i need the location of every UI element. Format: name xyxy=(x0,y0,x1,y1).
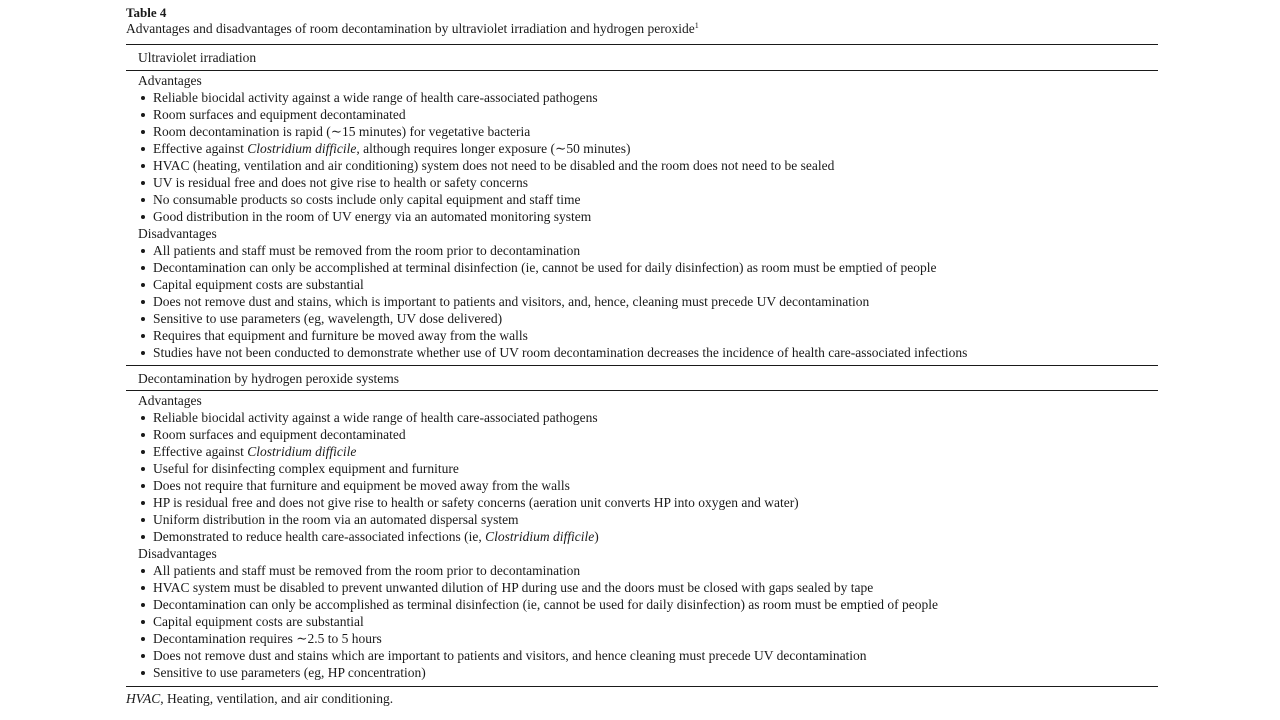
bullet-text-italic: Clostridium difficile xyxy=(485,529,595,544)
bullet-icon xyxy=(141,484,145,488)
advantage-item xyxy=(138,123,530,140)
disadvantage-item xyxy=(138,276,364,293)
section-divider-rule xyxy=(126,365,1158,366)
bullet-icon xyxy=(141,654,145,658)
section-title-uv: Ultraviolet irradiation xyxy=(138,50,257,65)
bullet-icon xyxy=(141,198,145,202)
bullet-icon xyxy=(141,317,145,321)
disadvantage-item xyxy=(138,259,937,276)
bullet-icon xyxy=(141,96,145,100)
bullet-icon xyxy=(141,283,145,287)
advantage-item xyxy=(138,140,630,157)
bottom-rule xyxy=(126,686,1158,687)
advantage-item xyxy=(138,191,581,208)
disadvantage-item xyxy=(138,293,869,310)
disadvantage-item xyxy=(138,664,426,681)
bullet-text: All patients and staff must be removed from the room prior to decontamination xyxy=(153,563,581,578)
bullet-text: HVAC (heating, ventilation and air conditioning) system does not need to be disabled and the room does not need to be sealed xyxy=(153,158,835,173)
bullet-text: Reliable biocidal activity against a wide range of health care-associated pathogens xyxy=(153,90,598,105)
disadvantage-item xyxy=(138,630,382,647)
advantages-heading: Advantages xyxy=(138,73,202,88)
bullet-text: Useful for disinfecting complex equipment and furniture xyxy=(153,461,459,476)
advantage-item xyxy=(138,460,459,477)
bullet-text: Studies have not been conducted to demonstrate whether use of UV room decontamination decreases the incidence of health care-associated infections xyxy=(153,345,968,360)
bullet-text: Room decontamination is rapid (∼15 minutes) for vegetative bacteria xyxy=(153,124,531,139)
bullet-text: Reliable biocidal activity against a wide range of health care-associated pathogens xyxy=(153,410,598,425)
section-rule-hp xyxy=(126,390,1158,391)
disadvantage-item xyxy=(138,242,580,259)
advantage-item xyxy=(138,443,356,460)
advantage-item xyxy=(138,106,406,123)
bullet-icon xyxy=(141,501,145,505)
bullet-text: Sensitive to use parameters (eg, HP concentration) xyxy=(153,665,426,680)
disadvantage-item xyxy=(138,344,967,361)
bullet-text: Does not require that furniture and equipment be moved away from the walls xyxy=(153,478,570,493)
bullet-icon xyxy=(141,637,145,641)
bullet-text: HP is residual free and does not give rise to health or safety concerns (aeration unit converts HP into oxygen and water) xyxy=(153,495,799,510)
bullet-icon xyxy=(141,450,145,454)
bullet-text-italic: Clostridium difficile xyxy=(247,141,357,156)
bullet-icon xyxy=(141,181,145,185)
bullet-text: Room surfaces and equipment decontaminated xyxy=(153,107,406,122)
advantage-item xyxy=(138,208,591,225)
advantage-item xyxy=(138,157,834,174)
bullet-icon xyxy=(141,334,145,338)
disadvantage-item xyxy=(138,647,867,664)
advantage-item xyxy=(138,494,799,511)
bullet-text: Room surfaces and equipment decontaminated xyxy=(153,427,406,442)
bullet-icon xyxy=(141,351,145,355)
bullet-icon xyxy=(141,518,145,522)
bullet-text: HVAC system must be disabled to prevent unwanted dilution of HP during use and the doors must be closed with gaps sealed by tape xyxy=(153,580,874,595)
disadvantage-item xyxy=(138,327,528,344)
caption-text: Advantages and disadvantages of room decontamination by ultraviolet irradiation and hydrogen peroxide xyxy=(126,21,695,36)
bullet-text: Decontamination can only be accomplished as terminal disinfection (ie, cannot be used for daily disinfection) as room must be emptied of people xyxy=(153,597,939,612)
bullet-text: UV is residual free and does not give rise to health or safety concerns xyxy=(153,175,529,190)
bullet-text: Effective against xyxy=(153,444,248,459)
disadvantages-heading: Disadvantages xyxy=(138,546,217,561)
bullet-text: Decontamination requires ∼2.5 to 5 hours xyxy=(153,631,382,646)
table-footnote xyxy=(126,691,393,707)
disadvantage-item xyxy=(138,579,873,596)
bullet-text: , although requires longer exposure (∼50 minutes) xyxy=(356,141,631,156)
advantage-item xyxy=(138,174,528,191)
bullet-icon xyxy=(141,603,145,607)
section-rule-uv xyxy=(126,70,1158,71)
disadvantage-item xyxy=(138,562,580,579)
advantages-heading: Advantages xyxy=(138,393,202,408)
bullet-text: No consumable products so costs include only capital equipment and staff time xyxy=(153,192,581,207)
bullet-icon xyxy=(141,535,145,539)
bullet-icon xyxy=(141,467,145,471)
footnote-text: , Heating, ventilation, and air conditioning. xyxy=(160,691,394,706)
bullet-text: Good distribution in the room of UV energy via an automated monitoring system xyxy=(153,209,592,224)
bullet-text: Requires that equipment and furniture be moved away from the walls xyxy=(153,328,528,343)
bullet-text: Uniform distribution in the room via an automated dispersal system xyxy=(153,512,519,527)
advantage-item xyxy=(138,426,406,443)
caption-footnote-ref: 1 xyxy=(694,21,699,30)
bullet-text-italic: Clostridium difficile xyxy=(247,444,357,459)
bullet-icon xyxy=(141,416,145,420)
bullet-icon xyxy=(141,300,145,304)
disadvantage-item xyxy=(138,310,502,327)
bullet-icon xyxy=(141,215,145,219)
bullet-icon xyxy=(141,266,145,270)
bullet-icon xyxy=(141,620,145,624)
bullet-text: ) xyxy=(594,529,599,544)
table-caption xyxy=(126,21,699,37)
footnote-abbr: HVAC xyxy=(126,691,161,706)
advantage-item xyxy=(138,477,570,494)
bullet-icon xyxy=(141,164,145,168)
bullet-text: All patients and staff must be removed from the room prior to decontamination xyxy=(153,243,581,258)
bullet-icon xyxy=(141,113,145,117)
bullet-text: Effective against xyxy=(153,141,248,156)
bullet-icon xyxy=(141,671,145,675)
bullet-icon xyxy=(141,147,145,151)
bullet-icon xyxy=(141,130,145,134)
section-title-hp: Decontamination by hydrogen peroxide systems xyxy=(138,371,399,386)
bullet-text: Capital equipment costs are substantial xyxy=(153,614,364,629)
advantage-item xyxy=(138,89,598,106)
bullet-icon xyxy=(141,569,145,573)
disadvantage-item xyxy=(138,613,364,630)
advantage-item xyxy=(138,511,519,528)
bullet-text: Capital equipment costs are substantial xyxy=(153,277,364,292)
bullet-icon xyxy=(141,433,145,437)
bullet-text: Does not remove dust and stains, which is important to patients and visitors, and, hence, cleaning must precede UV decontamination xyxy=(153,294,870,309)
advantage-item xyxy=(138,528,599,545)
bullet-text: Sensitive to use parameters (eg, wavelength, UV dose delivered) xyxy=(153,311,503,326)
bullet-icon xyxy=(141,586,145,590)
table-number: Table 4 xyxy=(126,5,167,20)
disadvantages-heading: Disadvantages xyxy=(138,226,217,241)
top-rule xyxy=(126,44,1158,45)
bullet-text: Does not remove dust and stains which are important to patients and visitors, and hence cleaning must precede UV decontamination xyxy=(153,648,867,663)
bullet-text: Decontamination can only be accomplished at terminal disinfection (ie, cannot be used for daily disinfection) as room must be emptied of people xyxy=(153,260,937,275)
disadvantage-item xyxy=(138,596,938,613)
bullet-text: Demonstrated to reduce health care-associated infections (ie, xyxy=(153,529,486,544)
advantage-item xyxy=(138,409,598,426)
bullet-icon xyxy=(141,249,145,253)
